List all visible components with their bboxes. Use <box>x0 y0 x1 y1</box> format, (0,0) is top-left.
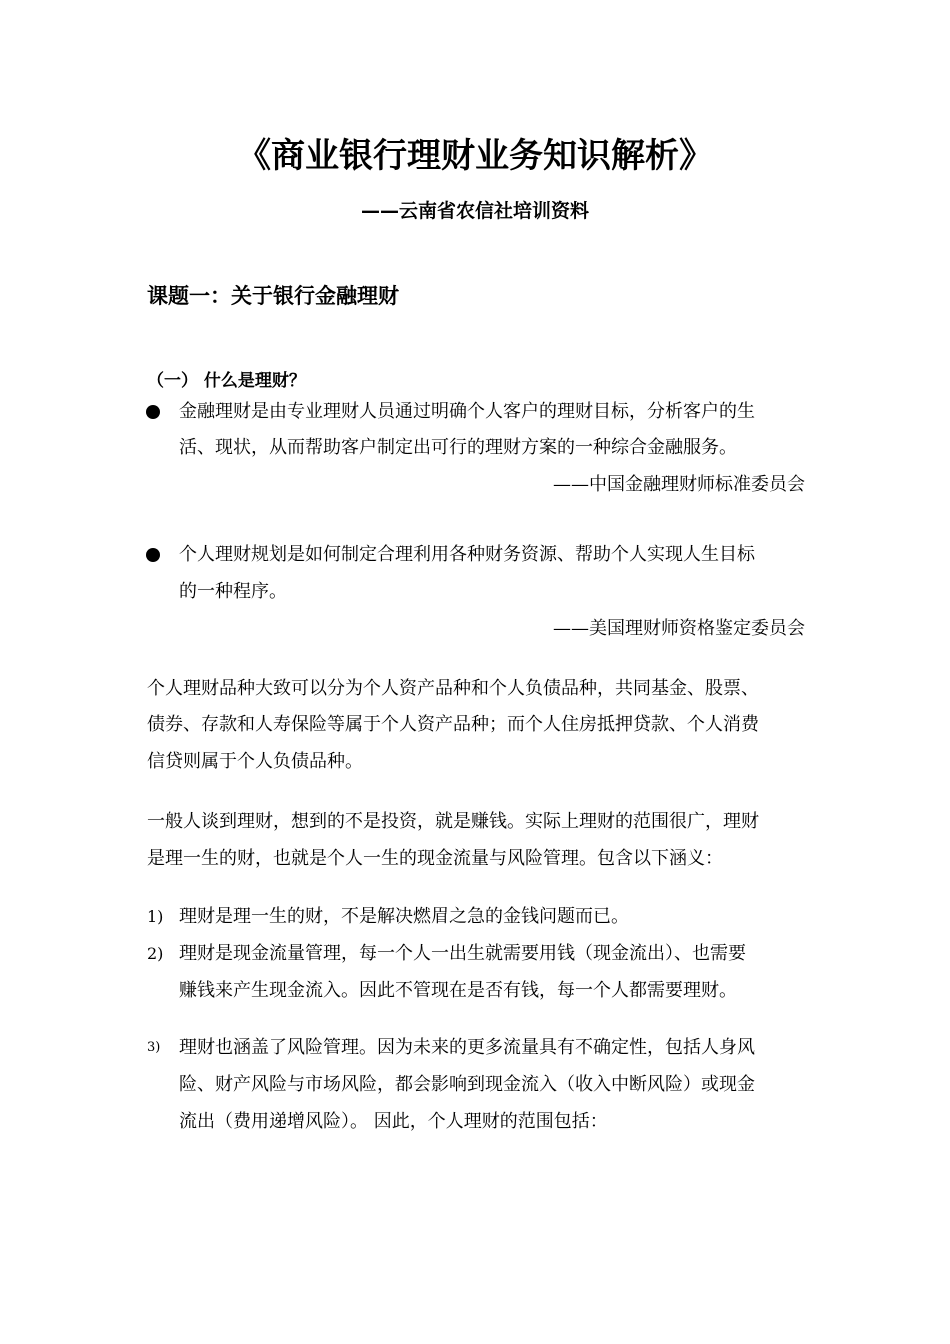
list-item3-line1: 理财也涵盖了风险管理。因为未来的更多流量具有不确定性，包括人身风 <box>179 1037 755 1058</box>
bullet2-line2: 的一种程序。 <box>179 581 287 602</box>
document-title: 《商业银行理财业务知识解析》 <box>237 136 713 176</box>
bullet1-attribution: ——中国金融理财师标准委员会 <box>553 474 805 495</box>
section-heading: 课题一：关于银行金融理财 <box>147 284 399 308</box>
bullet1-line1: 金融理财是由专业理财人员通过明确个人客户的理财目标，分析客户的生 <box>179 401 755 422</box>
list-number: 3) <box>147 1040 161 1055</box>
paragraph2-line2: 是理一生的财，也就是个人一生的现金流量与风险管理。包含以下涵义： <box>147 848 723 869</box>
bullet-icon <box>146 405 160 419</box>
list-number: 2) <box>147 944 164 963</box>
list-number: 1) <box>147 907 164 926</box>
paragraph2-line1: 一般人谈到理财，想到的不是投资，就是赚钱。实际上理财的范围很广，理财 <box>147 811 759 832</box>
list-item2-line1: 理财是现金流量管理，每一个人一出生就需要用钱（现金流出）、也需要 <box>179 943 746 964</box>
paragraph1-line1: 个人理财品种大致可以分为个人资产品种和个人负债品种，共同基金、股票、 <box>147 678 759 699</box>
list-item2-line2: 赚钱来产生现金流入。因此不管现在是否有钱，每一个人都需要理财。 <box>179 980 737 1001</box>
subsection-heading: （一） 什么是理财？ <box>147 371 306 391</box>
paragraph1-line3: 信贷则属于个人负债品种。 <box>147 751 363 772</box>
bullet2-line1: 个人理财规划是如何制定合理利用各种财务资源、帮助个人实现人生目标 <box>179 544 755 565</box>
document-subtitle: ——云南省农信社培训资料 <box>360 200 589 222</box>
bullet2-attribution: ——美国理财师资格鉴定委员会 <box>553 618 805 639</box>
paragraph1-line2: 债券、存款和人寿保险等属于个人资产品种；而个人住房抵押贷款、个人消费 <box>147 714 759 735</box>
bullet-icon <box>146 548 160 562</box>
list-item3-line2: 险、财产风险与市场风险，都会影响到现金流入（收入中断风险）或现金 <box>179 1074 755 1095</box>
list-item3-line3: 流出（费用递增风险）。 因此，个人理财的范围包括： <box>179 1111 608 1132</box>
bullet1-line2: 活、现状，从而帮助客户制定出可行的理财方案的一种综合金融服务。 <box>179 437 737 458</box>
list-item1-line1: 理财是理一生的财，不是解决燃眉之急的金钱问题而已。 <box>179 906 629 927</box>
